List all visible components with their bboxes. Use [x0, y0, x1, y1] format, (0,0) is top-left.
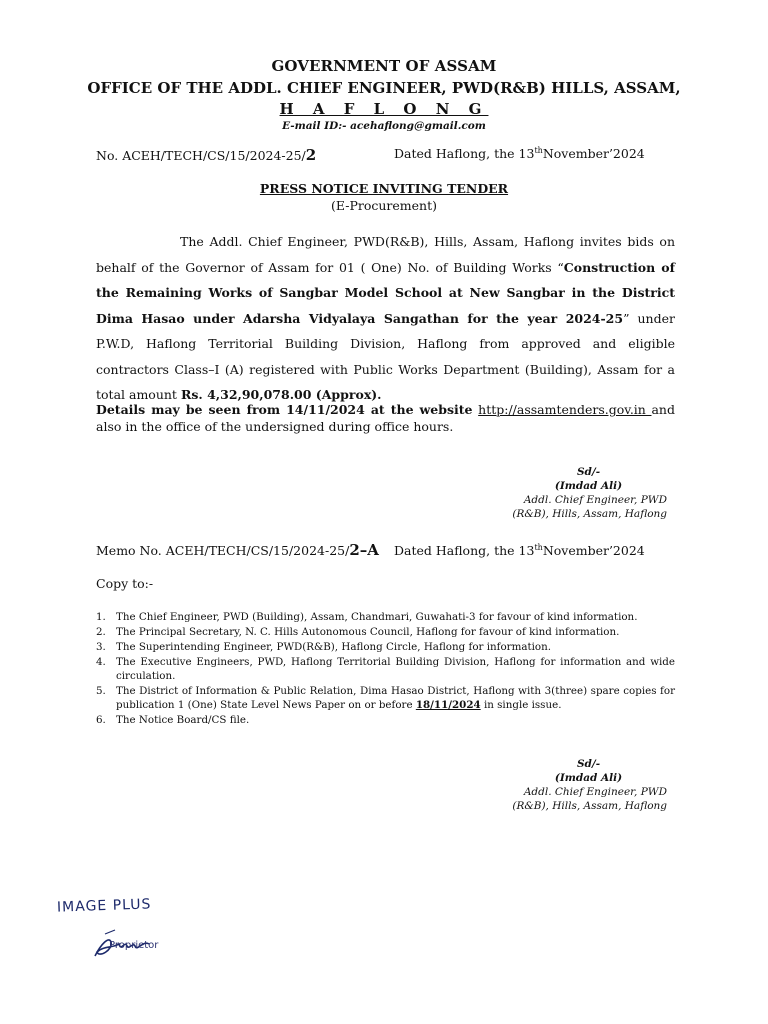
- list-item: 1. The Chief Engineer, PWD (Building), Assam, Chandmari, Guwahati-3 for favour of kind information.: [96, 611, 638, 623]
- image-plus-stamp: [55, 896, 205, 976]
- header-place: H A F L O N G: [279, 100, 489, 118]
- signature-block-1: Sd/- (Imdad Ali) Addl. Chief Engineer, PWD (R&B), Hills, Assam, Haflong: [512, 466, 667, 520]
- memo-date: Dated Haflong, the 13thNovember’2024: [394, 542, 645, 558]
- header-office: OFFICE OF THE ADDL. CHIEF ENGINEER, PWD(R&B) HILLS, ASSAM,: [87, 79, 681, 97]
- notice-body: The Addl. Chief Engineer, PWD(R&B), Hills, Assam, Haflong invites bids on behalf of the Governor of Assam for 01 ( One) No. of Building Works “Construction of the Remaining Works of Sangbar Model School at New Sangbar in the District Dima Hasao under Adarsha Vidyalaya Sangathan for the year 2024-25” under P.W.D, Haflong Territorial Building Division, Haflong from approved and eligible contractors Class–I (A) registered with Public Works Department (Building), Assam for a total amount Rs. 4,32,90,078.00 (Approx).: [96, 234, 675, 402]
- notice-subtitle: (E-Procurement): [331, 198, 437, 213]
- signature-block-2: Sd/- (Imdad Ali) Addl. Chief Engineer, PWD (R&B), Hills, Assam, Haflong: [512, 758, 667, 812]
- reference-date: Dated Haflong, the 13thNovember’2024: [394, 145, 645, 161]
- list-item: 6. The Notice Board/CS file.: [96, 714, 250, 726]
- list-item: 4. The Executive Engineers, PWD, Haflong Territorial Building Division, Haflong for information and wide circulation.: [96, 656, 675, 682]
- notice-title: PRESS NOTICE INVITING TENDER: [259, 181, 509, 196]
- reference-number: No. ACEH/TECH/CS/15/2024-25/2: [96, 146, 317, 164]
- list-item: 2. The Principal Secretary, N. C. Hills Autonomous Council, Haflong for favour of kind information.: [96, 626, 620, 638]
- copy-to-label: Copy to:-: [96, 576, 154, 591]
- list-item: 3. The Superintending Engineer, PWD(R&B), Haflong Circle, Haflong for information.: [96, 641, 552, 653]
- list-item: 5. The District of Information & Public Relation, Dima Hasao District, Haflong with 3(three) spare copies for publication 1 (One) State Level News Paper on or before 18/11/2024 in single issue.: [96, 685, 675, 711]
- tender-website-link[interactable]: http://assamtenders.gov.in: [478, 402, 652, 417]
- stamp-label: IMAGE PLUS: [56, 896, 152, 916]
- copy-list: [96, 610, 675, 728]
- memo-number: Memo No. ACEH/TECH/CS/15/2024-25/2–A: [96, 541, 379, 559]
- notice-details: Details may be seen from 14/11/2024 at the website http://assamtenders.gov.in and also in the office of the undersigned during office hours.: [96, 402, 675, 434]
- header-government: GOVERNMENT OF ASSAM: [271, 57, 497, 75]
- stamp-proprietor: Proprietor: [109, 940, 159, 951]
- header-email: E-mail ID:- acehaflong@gmail.com: [282, 120, 486, 132]
